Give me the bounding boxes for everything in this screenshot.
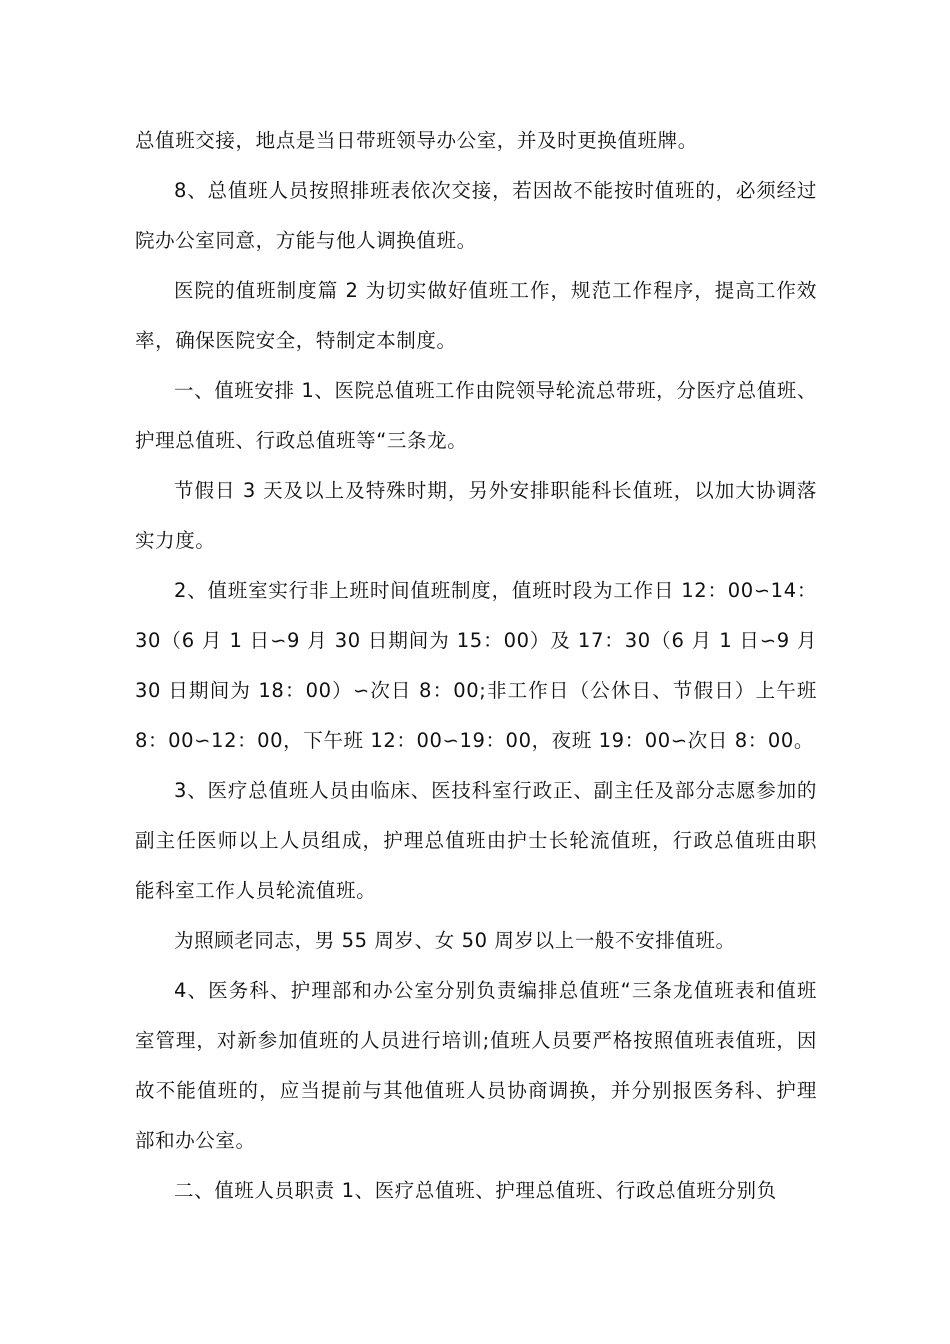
paragraph-5: 节假日 3 天及以上及特殊时期，另外安排职能科长值班，以加大协调落实力度。 <box>135 479 817 552</box>
paragraph-8: 为照顾老同志，男 55 周岁、女 50 周岁以上一般不安排值班。 <box>174 929 736 952</box>
paragraph-4: 一、值班安排 1、医院总值班工作由院领导轮流总带班，分医疗总值班、护理总值班、行政总值班等“三条龙。 <box>135 379 817 452</box>
paragraph-6: 2、值班室实行非上班时间值班制度，值班时段为工作日 12：00∽14：30（6 月 1 日∽9 月 30 日期间为 15：00）及 17：30（6 月 1 日∽9 月 30 日期间为 18：00）∽次日 8：00;非工作日（公休日、节假日）上午班 8：00∽12：00，下午班 12：00∽19：00，夜班 19：00∽次日 8：00。 <box>135 579 817 752</box>
paragraph-1: 总值班交接，地点是当日带班领导办公室，并及时更换值班牌。 <box>135 129 698 152</box>
paragraph-2: 8、总值班人员按照排班表依次交接，若因故不能按时值班的，必须经过院办公室同意，方能与他人调换值班。 <box>135 179 817 252</box>
paragraph-10: 二、值班人员职责 1、医疗总值班、护理总值班、行政总值班分别负 <box>174 1179 777 1202</box>
paragraph-3: 医院的值班制度篇 2 为切实做好值班工作，规范工作程序，提高工作效率，确保医院安全，特制定本制度。 <box>135 279 817 352</box>
paragraph-9: 4、医务科、护理部和办公室分别负责编排总值班“三条龙值班表和值班室管理，对新参加值班的人员进行培训;值班人员要严格按照值班表值班，因故不能值班的，应当提前与其他值班人员协商调换，并分别报医务科、护理部和办公室。 <box>135 979 817 1152</box>
document-body <box>135 116 817 1216</box>
paragraph-7: 3、医疗总值班人员由临床、医技科室行政正、副主任及部分志愿参加的副主任医师以上人员组成，护理总值班由护士长轮流值班，行政总值班由职能科室工作人员轮流值班。 <box>135 779 817 902</box>
